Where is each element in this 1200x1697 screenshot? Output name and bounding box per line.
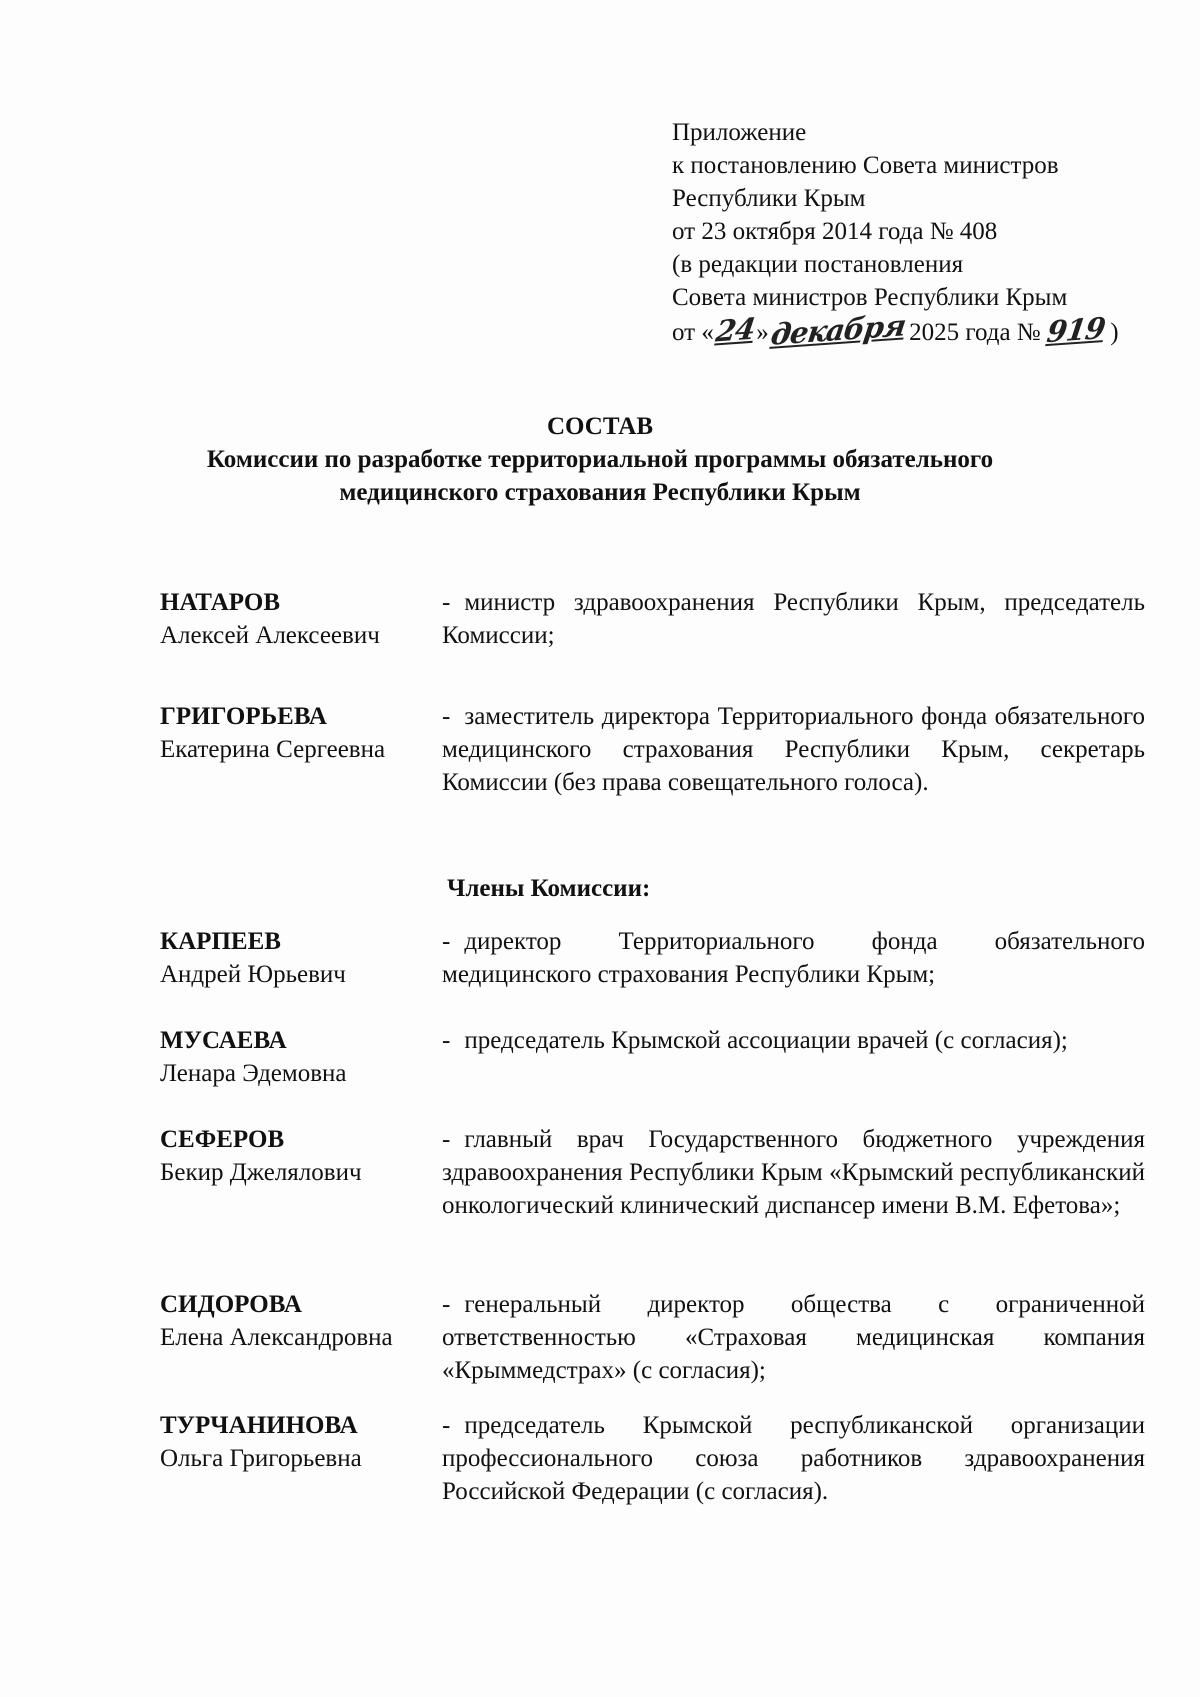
member-given-name: Ольга Григорьевна	[160, 1445, 362, 1472]
role-dash: -	[442, 703, 451, 730]
member-row	[160, 700, 1145, 799]
member-given-name: Ленара Эдемовна	[160, 1060, 347, 1087]
member-name	[160, 700, 442, 799]
role-dash: -	[442, 1126, 451, 1153]
member-name	[160, 1409, 442, 1508]
title-main: СОСТАВ	[546, 413, 654, 440]
appendix-line: (в редакции постановления	[672, 251, 964, 278]
member-surname: МУСАЕВА	[160, 1027, 287, 1054]
member-given-name: Елена Александровна	[160, 1324, 393, 1351]
member-role-text: председатель Крымской республиканской организации профессионального союза работников здравоохранения Российской Федерации (с согласия).	[442, 1412, 1145, 1505]
handwritten-day: 24	[713, 311, 757, 349]
member-name	[160, 1024, 442, 1090]
handwritten-number: 919	[1044, 310, 1107, 350]
member-given-name: Екатерина Сергеевна	[160, 736, 386, 763]
role-dash: -	[442, 928, 451, 955]
member-surname: ТУРЧАНИНОВА	[160, 1412, 358, 1439]
date-year: 2025 года №	[909, 319, 1041, 346]
member-role	[442, 1409, 1145, 1508]
member-role-text: председатель Крымской ассоциации врачей (с согласия);	[464, 1027, 1068, 1054]
member-row	[160, 1409, 1145, 1508]
member-name	[160, 925, 442, 991]
date-prefix: от «	[672, 319, 714, 346]
appendix-header	[672, 116, 1142, 352]
member-surname: ГРИГОРЬЕВА	[160, 703, 327, 730]
member-surname: СЕФЕРОВ	[160, 1126, 285, 1153]
member-role	[442, 586, 1145, 652]
member-role	[442, 925, 1145, 991]
appendix-line: от 23 октября 2014 года № 408	[672, 218, 998, 245]
member-role	[442, 1123, 1145, 1222]
member-name	[160, 586, 442, 652]
member-given-name: Бекир Джелялович	[160, 1159, 362, 1186]
role-dash: -	[442, 1291, 451, 1318]
title-sub-line: медицинского страхования Республики Крым	[339, 479, 861, 506]
member-row	[160, 1123, 1145, 1222]
member-given-name: Алексей Алексеевич	[160, 622, 380, 649]
member-row	[160, 1288, 1145, 1387]
member-role-text: генеральный директор общества с ограниченной ответственностью «Страховая медицинская компания «Крыммедстрах» (с согласия);	[442, 1291, 1145, 1384]
member-row	[160, 586, 1145, 652]
member-surname: НАТАРОВ	[160, 589, 281, 616]
title-sub-line: Комиссии по разработке территориальной программы обязательного	[206, 446, 994, 473]
handwritten-month: декабря	[768, 308, 908, 352]
member-role	[442, 700, 1145, 799]
role-dash: -	[442, 589, 451, 616]
member-surname: КАРПЕЕВ	[160, 928, 281, 955]
member-role-text: министр здравоохранения Республики Крым, председатель Комиссии;	[442, 589, 1145, 649]
appendix-line: Приложение	[672, 119, 807, 146]
members-heading: Члены Комиссии:	[447, 875, 651, 902]
role-dash: -	[442, 1412, 451, 1439]
role-dash: -	[442, 1027, 451, 1054]
member-name	[160, 1288, 442, 1387]
member-role	[442, 1288, 1145, 1387]
member-role-text: директор Территориального фонда обязательного медицинского страхования Республики Крым;	[442, 928, 1145, 988]
member-role-text: главный врач Государственного бюджетного учреждения здравоохранения Республики Крым «Крымский республиканский онкологический клинический диспансер имени В.М. Ефетова»;	[442, 1126, 1145, 1219]
appendix-line: к постановлению Совета министров	[672, 152, 1059, 179]
date-suffix: )	[1110, 319, 1119, 346]
appendix-line: Совета министров Республики Крым	[672, 284, 1068, 311]
appendix-date-line	[672, 308, 1142, 352]
appendix-line: Республики Крым	[672, 185, 866, 212]
date-mid: »	[756, 319, 769, 346]
member-name	[160, 1123, 442, 1222]
member-row	[160, 925, 1145, 991]
member-row	[160, 1024, 1145, 1090]
member-given-name: Андрей Юрьевич	[160, 961, 346, 988]
document-title	[150, 410, 1050, 509]
member-role-text: заместитель директора Территориального фонда обязательного медицинского страхования Республики Крым, секретарь Комиссии (без права совещательного голоса).	[442, 703, 1145, 796]
member-role	[442, 1024, 1145, 1090]
member-surname: СИДОРОВА	[160, 1291, 302, 1318]
